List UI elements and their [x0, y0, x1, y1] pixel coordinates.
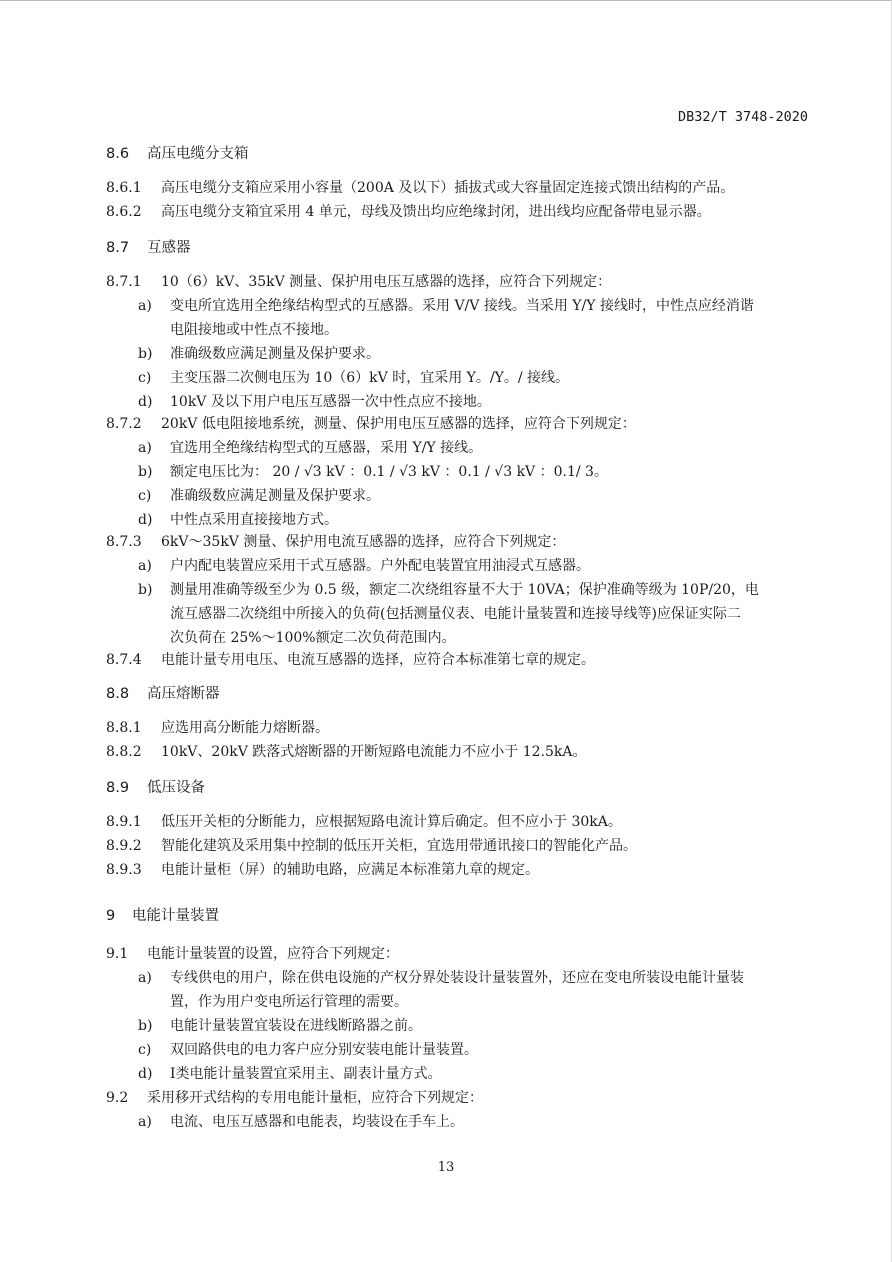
clause-text: 额定电压比为： 20 / √3 kV ：0.1 / √3 kV ：0.1 / √3 kV ：0.1/ 3。 — [170, 464, 608, 480]
clause-text: Ⅰ类电能计量装置宜采用主、副表计量方式。 — [170, 1066, 442, 1082]
clause-number: a) — [138, 558, 152, 574]
clause-text: 互感器 — [147, 240, 191, 256]
clause-number: 8.6 — [106, 146, 130, 162]
clause-number: c) — [138, 488, 152, 504]
document-code: DB32/T 3748-2020 — [677, 109, 808, 125]
clause-number: 8.7 — [106, 240, 130, 256]
clause-text: 准确级数应满足测量及保护要求。 — [170, 488, 380, 504]
clause-text: 电流、电压互感器和电能表，均装设在手车上。 — [170, 1114, 464, 1130]
clause-text: 次负荷在 25%～100%额定二次负荷范围内。 — [170, 630, 456, 646]
clause-number: 8.7.1 — [106, 274, 142, 290]
clause-text: 置，作为用户变电所运行管理的需要。 — [170, 994, 408, 1010]
clause-number: d) — [138, 1066, 153, 1082]
clause-text: 专线供电的用户，除在供电设施的产权分界处装设计量装置外，还应在变电所装设电能计量装 — [170, 970, 744, 986]
clause-number: 8.9.1 — [106, 814, 142, 830]
clause-text: 电能计量专用电压、电流互感器的选择，应符合本标准第七章的规定。 — [161, 652, 595, 668]
clause-number: 8.6.2 — [106, 204, 142, 220]
clause-text: 高压电缆分支箱 — [147, 146, 249, 162]
clause-text: 电能计量装置 — [132, 908, 219, 924]
clause-number: 8.7.2 — [106, 416, 142, 432]
clause-number: b) — [138, 464, 153, 480]
clause-number: 8.7.4 — [106, 652, 142, 668]
clause-text: 10kV 及以下用户电压互感器一次中性点应不接地。 — [170, 394, 491, 410]
clause-text: 低压开关柜的分断能力，应根据短路电流计算后确定。但不应小于 30kA。 — [161, 814, 622, 830]
clause-text: 10（6）kV、35kV 测量、保护用电压互感器的选择，应符合下列规定： — [161, 274, 612, 290]
clause-text: 中性点采用直接接地方式。 — [170, 512, 338, 528]
clause-text: 流互感器二次绕组中所接入的负荷(包括测量仪表、电能计量装置和连接导线等)应保证实际二 — [170, 606, 741, 622]
clause-text: 主变压器二次侧电压为 10（6）kV 时，宜采用 Y。/Y。/ 接线。 — [170, 370, 570, 386]
clause-text: 应选用高分断能力熔断器。 — [161, 720, 329, 736]
clause-text: 6kV～35kV 测量、保护用电流互感器的选择，应符合下列规定： — [161, 534, 566, 550]
clause-text: 20kV 低电阻接地系统，测量、保护用电压互感器的选择，应符合下列规定： — [161, 416, 636, 432]
clause-number: b) — [138, 582, 153, 598]
clause-number: 8.8.1 — [106, 720, 142, 736]
clause-text: 变电所宜选用全绝缘结构型式的互感器。采用 V/V 接线。当采用 Y/Y 接线时，中性点应经消谐 — [170, 298, 754, 314]
clause-number: 8.6.1 — [106, 180, 142, 196]
clause-number: 8.7.3 — [106, 534, 142, 550]
clause-number: c) — [138, 1042, 152, 1058]
page-top-border — [0, 0, 892, 1]
clause-number: d) — [138, 394, 153, 410]
clause-number: 8.8 — [106, 686, 130, 702]
clause-text: 准确级数应满足测量及保护要求。 — [170, 346, 380, 362]
clause-number: a) — [138, 440, 152, 456]
clause-text: 采用移开式结构的专用电能计量柜，应符合下列规定： — [147, 1090, 483, 1106]
clause-number: a) — [138, 1114, 152, 1130]
clause-text: 高压电缆分支箱应采用小容量（200A 及以下）插拔式或大容量固定连接式馈出结构的产品。 — [161, 180, 735, 196]
clause-number: b) — [138, 1018, 153, 1034]
clause-text: 电阻接地或中性点不接地。 — [170, 322, 338, 338]
clause-number: 9.2 — [106, 1090, 129, 1106]
clause-number: 8.9 — [106, 780, 130, 796]
clause-text: 宜选用全绝缘结构型式的互感器，采用 Y/Y 接线。 — [170, 440, 483, 456]
clause-number: 8.8.2 — [106, 744, 142, 760]
clause-text: 电能计量装置宜装设在进线断路器之前。 — [170, 1018, 422, 1034]
clause-number: a) — [138, 298, 152, 314]
clause-text: 高压熔断器 — [147, 686, 220, 702]
clause-text: 高压电缆分支箱宜采用 4 单元，母线及馈出均应绝缘封闭，进出线均应配备带电显示器。 — [161, 204, 711, 220]
clause-text: 户内配电装置应采用干式互感器。户外配电装置宜用油浸式互感器。 — [170, 558, 590, 574]
clause-text: 电能计量柜（屏）的辅助电路，应满足本标准第九章的规定。 — [161, 862, 539, 878]
clause-number: 9 — [106, 908, 116, 924]
clause-number: c) — [138, 370, 152, 386]
clause-number: 9.1 — [106, 946, 129, 962]
clause-number: 8.9.3 — [106, 862, 142, 878]
page-number: 13 — [437, 1160, 455, 1175]
clause-number: a) — [138, 970, 152, 986]
clause-text: 智能化建筑及采用集中控制的低压开关柜，宜选用带通讯接口的智能化产品。 — [161, 838, 637, 854]
clause-text: 10kV、20kV 跌落式熔断器的开断短路电流能力不应小于 12.5kA。 — [161, 744, 587, 760]
clause-text: 双回路供电的电力客户应分别安装电能计量装置。 — [170, 1042, 478, 1058]
clause-text: 低压设备 — [147, 780, 205, 796]
clause-text: 测量用准确等级至少为 0.5 级，额定二次绕组容量不大于 10VA；保护准确等级为 10P/20，电 — [170, 582, 759, 598]
clause-number: b) — [138, 346, 153, 362]
clause-number: 8.9.2 — [106, 838, 142, 854]
clause-number: d) — [138, 512, 153, 528]
clause-text: 电能计量装置的设置，应符合下列规定： — [147, 946, 399, 962]
